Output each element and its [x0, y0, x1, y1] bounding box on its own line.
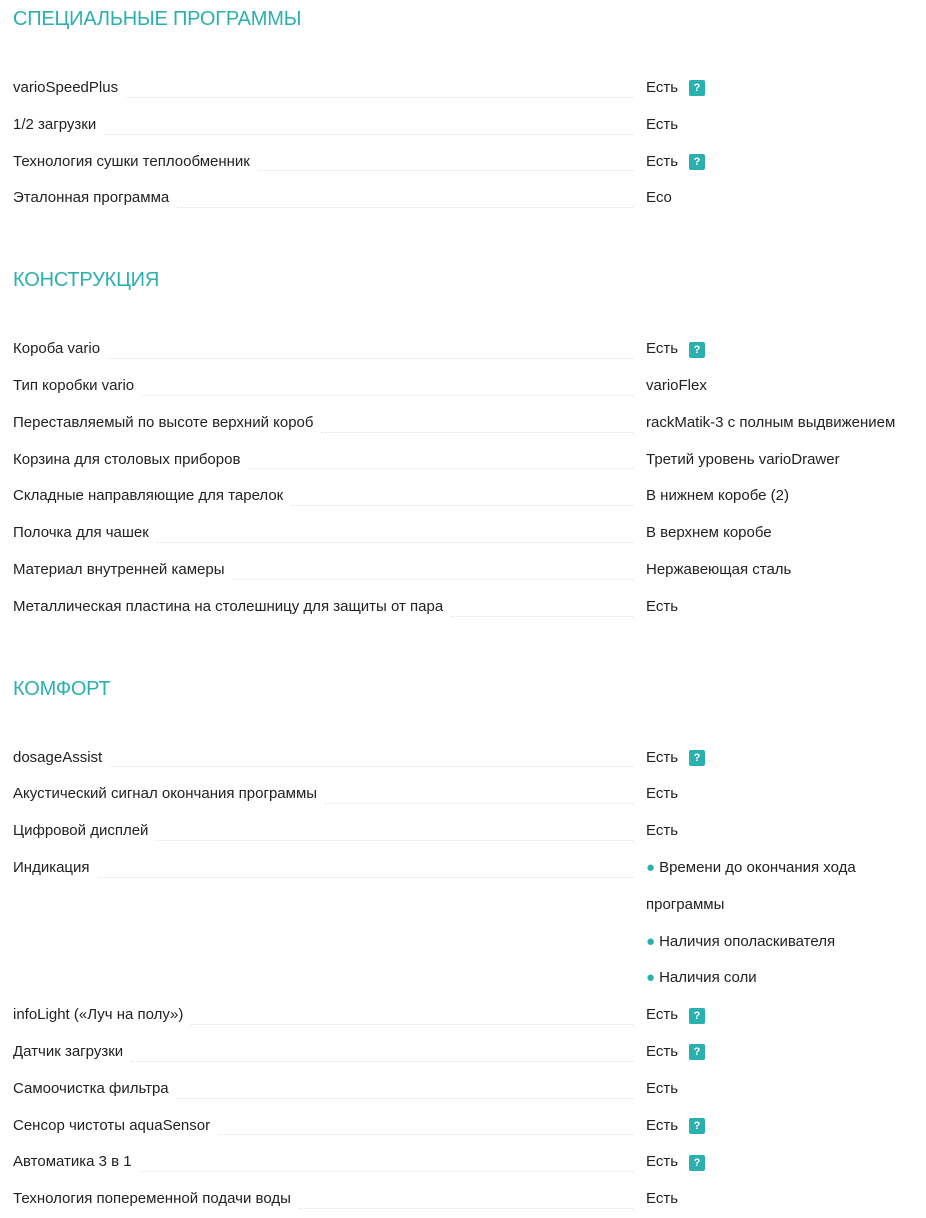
- spec-row: [13, 589, 926, 626]
- spec-row: [13, 1181, 926, 1218]
- spec-label: Полочка для чашек: [13, 524, 149, 542]
- dotted-leader: [131, 1060, 633, 1062]
- spec-row: [13, 1108, 926, 1145]
- section-title: КОНСТРУКЦИЯ: [13, 269, 160, 292]
- spec-label: varioSpeedPlus: [13, 79, 119, 96]
- spec-row: [13, 70, 926, 107]
- help-icon[interactable]: ?: [689, 1044, 705, 1060]
- spec-label: Акустический сигнал окончания программы: [13, 785, 318, 803]
- spec-row: [13, 813, 926, 850]
- spec-label: Цифровой дисплей: [13, 822, 149, 840]
- spec-row: [13, 740, 926, 777]
- section-title: СПЕЦИАЛЬНЫЕ ПРОГРАММЫ: [13, 8, 302, 30]
- dotted-leader: [177, 206, 633, 208]
- dotted-leader: [156, 839, 633, 841]
- spec-label: Тип коробки vario: [13, 376, 135, 394]
- spec-label: Складные направляющие для тарелок: [13, 487, 284, 505]
- spec-value: Есть: [646, 340, 679, 358]
- spec-label: infoLight («Луч на полу»): [13, 1006, 184, 1024]
- spec-label: Технология сушки теплообменник: [13, 152, 250, 170]
- help-icon[interactable]: ?: [689, 80, 705, 96]
- list-item: ● Наличия соли: [646, 969, 757, 987]
- spec-value: Есть: [646, 1116, 679, 1134]
- spec-value: Есть: [646, 822, 679, 840]
- spec-row: [13, 331, 926, 368]
- spec-value: Есть: [646, 152, 679, 170]
- spec-row: [13, 515, 926, 552]
- help-icon[interactable]: ?: [689, 154, 705, 170]
- list-item: программы: [646, 895, 725, 913]
- spec-value: В нижнем коробе (2): [646, 487, 789, 505]
- spec-label: Индикация: [13, 858, 90, 876]
- section-construction: [13, 261, 926, 625]
- dotted-leader: [258, 169, 633, 171]
- spec-row: [13, 1034, 926, 1071]
- spec-row: [13, 180, 926, 217]
- spec-row: [13, 850, 926, 997]
- indication-list: [646, 850, 856, 997]
- help-icon[interactable]: ?: [689, 1155, 705, 1171]
- section-special-programs: [13, 0, 926, 217]
- help-icon[interactable]: ?: [689, 342, 705, 358]
- spec-label: Переставляемый по высоте верхний короб: [13, 413, 314, 431]
- help-icon[interactable]: ?: [689, 750, 705, 766]
- section-title: КОМФОРТ: [13, 677, 111, 700]
- dotted-leader: [218, 1133, 633, 1135]
- bullet-icon: ●: [646, 969, 656, 987]
- spec-label: Самоочистка фильтра: [13, 1079, 169, 1097]
- dotted-leader: [191, 1023, 633, 1025]
- spec-row: [13, 405, 926, 442]
- dotted-leader: [321, 431, 633, 433]
- spec-value: Есть: [646, 1190, 679, 1208]
- dotted-leader: [291, 504, 633, 506]
- spec-value: В верхнем коробе: [646, 524, 772, 542]
- spec-label: Эталонная программа: [13, 189, 170, 207]
- spec-value: Есть: [646, 1042, 679, 1060]
- spec-row: [13, 368, 926, 405]
- dotted-leader: [110, 765, 633, 767]
- spec-value: Есть: [646, 785, 679, 803]
- dotted-leader: [177, 1097, 633, 1099]
- dotted-leader: [299, 1207, 633, 1209]
- spec-row: [13, 1071, 926, 1108]
- bullet-icon: ●: [646, 858, 656, 876]
- spec-label: dosageAssist: [13, 748, 103, 766]
- dotted-leader: [248, 467, 633, 469]
- spec-label: Сенсор чистоты aquaSensor: [13, 1116, 211, 1134]
- spec-value: Eco: [646, 189, 672, 207]
- spec-row: [13, 997, 926, 1034]
- spec-row: [13, 107, 926, 144]
- spec-label: Материал внутренней камеры: [13, 560, 225, 578]
- dotted-leader: [104, 133, 633, 135]
- dotted-leader: [451, 615, 633, 617]
- list-item: ● Наличия ополаскивателя: [646, 932, 836, 950]
- spec-value: Есть: [646, 597, 679, 615]
- list-item: ● Времени до окончания хода: [646, 858, 856, 876]
- spec-value: Есть: [646, 1153, 679, 1171]
- spec-row: [13, 442, 926, 479]
- dotted-leader: [108, 357, 633, 359]
- spec-row: [13, 478, 926, 515]
- help-icon[interactable]: ?: [689, 1008, 705, 1024]
- spec-row: [13, 144, 926, 181]
- spec-value: rackMatik-3 с полным выдвижением: [646, 413, 896, 431]
- dotted-leader: [142, 394, 633, 396]
- spec-label: Корзина для столовых приборов: [13, 450, 241, 468]
- spec-label: 1/2 загрузки: [13, 115, 97, 133]
- spec-value: Третий уровень varioDrawer: [646, 450, 840, 468]
- dotted-leader: [140, 1170, 633, 1172]
- bullet-icon: ●: [646, 932, 656, 950]
- spec-label: Короба vario: [13, 340, 101, 358]
- section-comfort: [13, 670, 926, 1218]
- dotted-leader: [126, 96, 633, 98]
- spec-value: Есть: [646, 748, 679, 766]
- spec-value: Нержавеющая сталь: [646, 560, 792, 578]
- spec-row: [13, 776, 926, 813]
- dotted-leader: [157, 541, 633, 543]
- spec-row: [13, 552, 926, 589]
- dotted-leader: [232, 578, 633, 580]
- spec-page: [13, 0, 926, 1218]
- spec-label: Датчик загрузки: [13, 1042, 124, 1060]
- spec-value: Есть: [646, 79, 679, 96]
- dotted-leader: [325, 802, 633, 804]
- spec-label: Автоматика 3 в 1: [13, 1153, 132, 1171]
- spec-value: Есть: [646, 115, 679, 133]
- dotted-leader: [98, 876, 633, 878]
- help-icon[interactable]: ?: [689, 1118, 705, 1134]
- spec-value: Есть: [646, 1079, 679, 1097]
- spec-value: Есть: [646, 1006, 679, 1024]
- spec-label: Технология попеременной подачи воды: [13, 1190, 291, 1208]
- spec-label: Металлическая пластина на столешницу для защиты от пара: [13, 597, 444, 615]
- spec-value: varioFlex: [646, 376, 707, 394]
